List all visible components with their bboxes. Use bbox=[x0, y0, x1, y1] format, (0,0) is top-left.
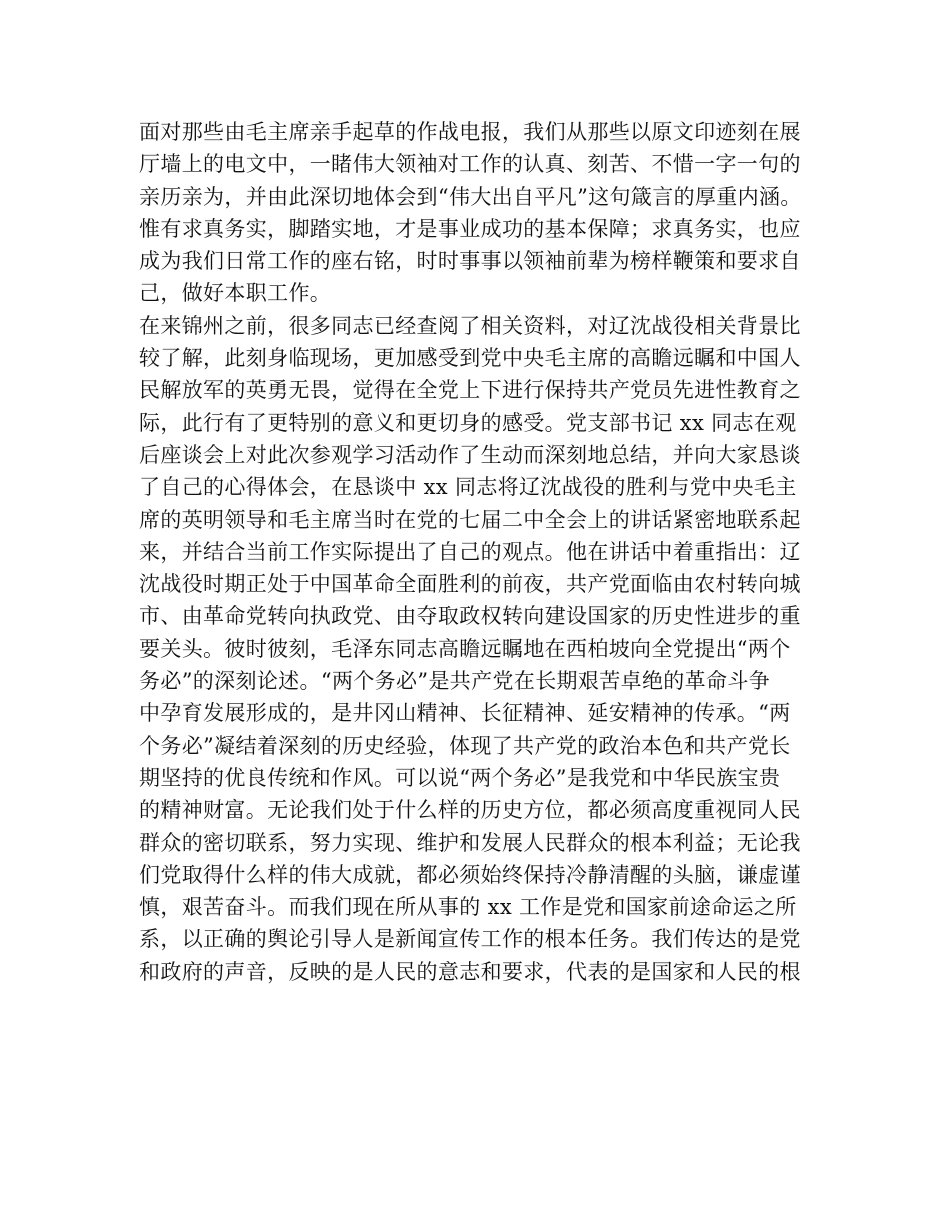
body-text bbox=[139, 116, 839, 988]
text-line: 市、由革命党转向执政党、由夺取政权转向建设国家的历史性进步的重 bbox=[139, 604, 801, 629]
text-line: 厅墙上的电文中，一睹伟大领袖对工作的认真、刻苦、不惜一字一句的 bbox=[139, 152, 801, 177]
text-line: 面对那些由毛主席亲手起草的作战电报，我们从那些以原文印迹刻在展 bbox=[139, 120, 801, 144]
text-line: 较了解，此刻身临现场，更加感受到党中央毛主席的高瞻远瞩和中国人 bbox=[139, 346, 801, 371]
text-line: 中孕育发展形成的，是井冈山精神、长征精神、延安精神的传承。“两 bbox=[139, 701, 791, 726]
text-line: 群众的密切联系，努力实现、维护和发展人民群众的根本利益；无论我 bbox=[139, 830, 801, 855]
text-line: 席的英明领导和毛主席当时在党的七届二中全会上的讲话紧密地联系起 bbox=[139, 507, 801, 532]
text-line: 和政府的声音，反映的是人民的意志和要求，代表的是国家和人民的根 bbox=[139, 959, 801, 984]
text-line: 期坚持的优良传统和作风。可以说“两个务必”是我党和中华民族宝贵 bbox=[139, 765, 781, 790]
text-line: 在来锦州之前，很多同志已经查阅了相关资料，对辽沈战役相关背景比 bbox=[139, 313, 801, 338]
text-line: 惟有求真务实，脚踏实地，才是事业成功的基本保障；求真务实，也应 bbox=[139, 216, 801, 241]
text-line: 系，以正确的舆论引导人是新闻宣传工作的根本任务。我们传达的是党 bbox=[139, 927, 801, 952]
text-line: 后座谈会上对此次参观学习活动作了生动而深刻地总结，并向大家恳谈 bbox=[139, 442, 801, 467]
text-line: 亲历亲为，并由此深切地体会到“伟大出自平凡”这句箴言的厚重内涵。 bbox=[139, 184, 802, 209]
text-line: 民解放军的英勇无畏，觉得在全党上下进行保持共产党员先进性教育之 bbox=[139, 378, 801, 403]
text-line: 们党取得什么样的伟大成就，都必须始终保持冷静清醒的头脑，谦虚谨 bbox=[139, 862, 801, 887]
text-line: 务必”的深刻论述。“两个务必”是共产党在长期艰苦卓绝的革命斗争 bbox=[139, 669, 771, 694]
text-line: 沈战役时期正处于中国革命全面胜利的前夜，共产党面临由农村转向城 bbox=[139, 572, 801, 597]
text-line: 个务必”凝结着深刻的历史经验，体现了共产党的政治本色和共产党长 bbox=[139, 733, 791, 758]
text-line: 成为我们日常工作的座右铭，时时事事以领袖前辈为榜样鞭策和要求自 bbox=[139, 249, 801, 274]
text-line: 己，做好本职工作。 bbox=[139, 281, 332, 306]
text-line: 来，并结合当前工作实际提出了自己的观点。他在讲话中着重指出：辽 bbox=[139, 539, 801, 564]
text-line: 的精神财富。无论我们处于什么样的历史方位，都必须高度重视同人民 bbox=[139, 798, 801, 823]
text-line: 了自己的心得体会，在恳谈中 xx 同志将辽沈战役的胜利与党中央毛主 bbox=[139, 475, 797, 500]
text-line: 要关头。彼时彼刻，毛泽东同志高瞻远瞩地在西柏坡向全党提出“两个 bbox=[139, 636, 791, 661]
text-line: 际，此行有了更特别的意义和更切身的感受。党支部书记 xx 同志在观 bbox=[139, 410, 797, 435]
text-line: 慎，艰苦奋斗。而我们现在所从事的 xx 工作是党和国家前途命运之所 bbox=[139, 895, 797, 920]
